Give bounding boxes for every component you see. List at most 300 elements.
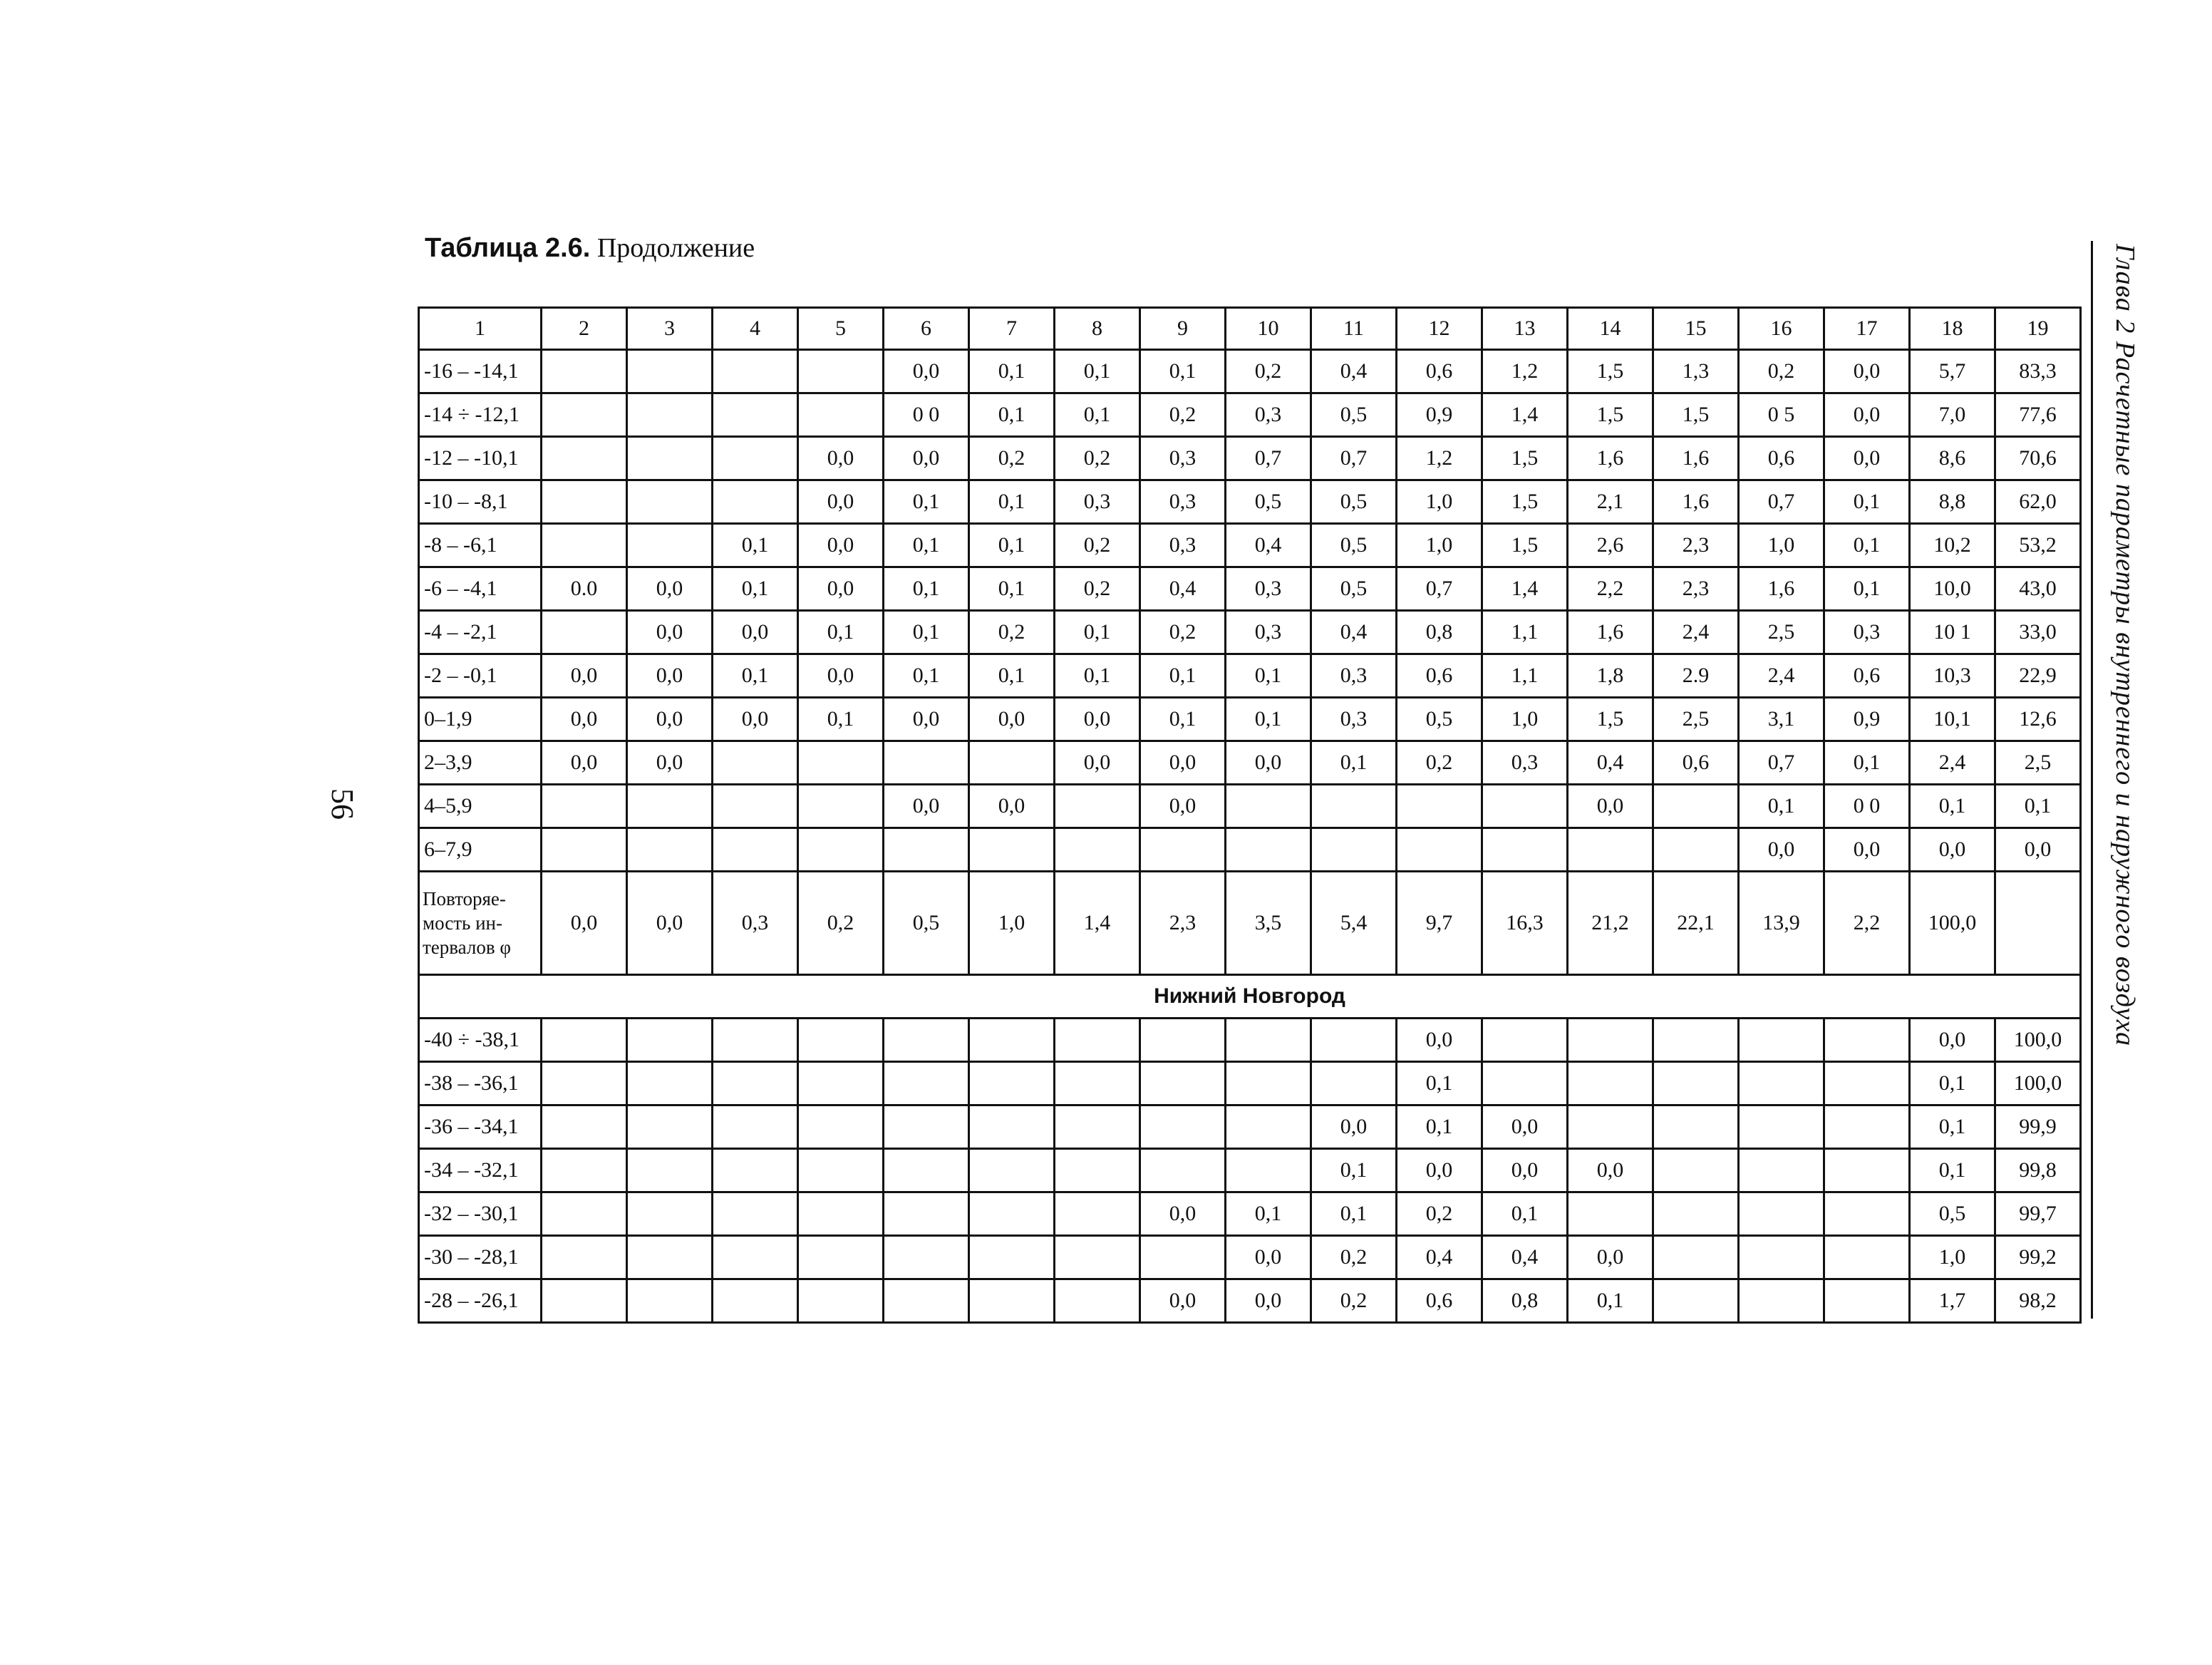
table-cell: 0,3 <box>1140 480 1226 524</box>
table-cell: 8,8 <box>1910 480 1995 524</box>
table-caption-text: Продолжение <box>596 233 755 263</box>
table-cell <box>798 1192 884 1236</box>
table-cell <box>1482 1019 1568 1062</box>
table-cell: 0,1 <box>1739 785 1824 828</box>
table-cell: 2,1 <box>1568 480 1653 524</box>
table-cell <box>1739 1105 1824 1149</box>
row-label-cell: -34 – -32,1 <box>419 1149 542 1192</box>
table-cell <box>969 1105 1055 1149</box>
table-cell: 43,0 <box>1995 567 2081 611</box>
table-cell <box>1653 1019 1739 1062</box>
data-table <box>418 306 2082 1324</box>
table-cell: 0,0 <box>1824 437 1910 480</box>
table-cell <box>1311 785 1397 828</box>
table-cell <box>542 1279 627 1323</box>
table-cell: 0,1 <box>1311 741 1397 785</box>
table-cell: 2,5 <box>1739 611 1824 654</box>
table-cell: 0,0 <box>969 698 1055 741</box>
row-label-cell: 4–5,9 <box>419 785 542 828</box>
table-cell: 0,4 <box>1397 1236 1482 1279</box>
row-label-cell: 1 <box>419 308 542 350</box>
row-label-cell: -30 – -28,1 <box>419 1236 542 1279</box>
table-cell <box>713 350 798 393</box>
table-cell: 22,9 <box>1995 654 2081 698</box>
table-cell: 1,0 <box>1397 524 1482 567</box>
table-cell: 0,0 <box>713 611 798 654</box>
table-cell <box>627 1149 713 1192</box>
table-cell: 0,0 <box>1568 1149 1653 1192</box>
table-cell <box>969 1236 1055 1279</box>
table-cell: 0,1 <box>1055 350 1140 393</box>
row-label-cell: -14 ÷ -12,1 <box>419 393 542 437</box>
table-cell: 0,1 <box>1824 524 1910 567</box>
table-cell <box>969 741 1055 785</box>
running-head: Глава 2 Расчетные параметры внутреннего и наружного воздуха <box>2110 244 2140 1047</box>
table-cell: 0,0 <box>1140 1192 1226 1236</box>
table-cell <box>627 1192 713 1236</box>
table-cell: 5,4 <box>1311 872 1397 975</box>
table-cell: 0,0 <box>627 741 713 785</box>
table-cell: 0,0 <box>1482 1149 1568 1192</box>
table-cell: 10,0 <box>1910 567 1995 611</box>
table-cell <box>542 437 627 480</box>
table-cell <box>627 828 713 872</box>
table-cell <box>1140 828 1226 872</box>
table-cell: 0,4 <box>1482 1236 1568 1279</box>
table-cell <box>1140 1062 1226 1105</box>
table-cell: 0,1 <box>1311 1149 1397 1192</box>
table-cell: 70,6 <box>1995 437 2081 480</box>
table-cell <box>1482 785 1568 828</box>
table-cell: 0,2 <box>1311 1236 1397 1279</box>
table-cell: 99,9 <box>1995 1105 2081 1149</box>
table-cell: 0,0 <box>884 437 969 480</box>
table-cell: 0,1 <box>1397 1062 1482 1105</box>
table-cell <box>1739 1062 1824 1105</box>
table-cell: 0,0 <box>542 654 627 698</box>
table-cell: 0,0 <box>542 741 627 785</box>
table-cell: 77,6 <box>1995 393 2081 437</box>
table-cell: 1,5 <box>1482 437 1568 480</box>
table-cell: 0,7 <box>1311 437 1397 480</box>
table-cell <box>884 741 969 785</box>
table-cell <box>884 1019 969 1062</box>
table-cell: 0,0 <box>1311 1105 1397 1149</box>
table-cell: 0,0 <box>1824 350 1910 393</box>
table-cell: 0,0 <box>798 654 884 698</box>
table-cell <box>1140 1019 1226 1062</box>
header-row <box>419 308 2081 350</box>
table-cell: 1,1 <box>1482 654 1568 698</box>
table-cell: 0,2 <box>1055 567 1140 611</box>
section-row <box>419 975 2081 1019</box>
table-cell <box>969 1149 1055 1192</box>
table-cell <box>798 785 884 828</box>
table-cell: 0,3 <box>1226 393 1311 437</box>
table-cell: 0,0 <box>627 567 713 611</box>
table-cell: 1,5 <box>1568 698 1653 741</box>
table-cell <box>713 741 798 785</box>
table-cell <box>713 1149 798 1192</box>
table-cell <box>627 524 713 567</box>
table-cell: 0,5 <box>1311 567 1397 611</box>
table-cell <box>713 1279 798 1323</box>
table-cell <box>542 1019 627 1062</box>
table-cell: 1,6 <box>1568 437 1653 480</box>
table-cell: 13,9 <box>1739 872 1824 975</box>
table-cell <box>542 785 627 828</box>
table-cell: 14 <box>1568 308 1653 350</box>
table-cell <box>1568 1105 1653 1149</box>
table-cell: 0,1 <box>1482 1192 1568 1236</box>
table-cell: 0,5 <box>884 872 969 975</box>
table-cell: 100,0 <box>1995 1019 2081 1062</box>
table-cell: 3,1 <box>1739 698 1824 741</box>
table-cell: 0,1 <box>713 654 798 698</box>
table-cell: 0,7 <box>1739 480 1824 524</box>
table-cell <box>1824 1062 1910 1105</box>
table-cell <box>542 1236 627 1279</box>
table-cell <box>1824 1279 1910 1323</box>
table-cell: 0,0 <box>1055 741 1140 785</box>
table-cell: 2,6 <box>1568 524 1653 567</box>
table-cell: 0 0 <box>1824 785 1910 828</box>
table-cell: 1,2 <box>1482 350 1568 393</box>
table-cell <box>969 828 1055 872</box>
table-cell <box>627 1105 713 1149</box>
table-cell: 1,3 <box>1653 350 1739 393</box>
table-cell <box>1653 828 1739 872</box>
table-cell <box>713 393 798 437</box>
table-cell <box>713 1192 798 1236</box>
table-cell <box>1739 1149 1824 1192</box>
table-cell: 0,5 <box>1910 1192 1995 1236</box>
table-cell: 1,5 <box>1653 393 1739 437</box>
table-cell <box>1311 1019 1397 1062</box>
table-cell: 9 <box>1140 308 1226 350</box>
table-cell: 16 <box>1739 308 1824 350</box>
table-cell: 0,3 <box>1311 654 1397 698</box>
table-cell: 16,3 <box>1482 872 1568 975</box>
table-cell <box>1653 1279 1739 1323</box>
table-row <box>419 654 2081 698</box>
table-cell: 1,1 <box>1482 611 1568 654</box>
table-cell: 9,7 <box>1397 872 1482 975</box>
table-cell: 2,2 <box>1568 567 1653 611</box>
table-cell: 0,0 <box>1140 785 1226 828</box>
table-cell: 0,6 <box>1397 350 1482 393</box>
table-cell: 0,4 <box>1568 741 1653 785</box>
table-cell: 0,1 <box>884 567 969 611</box>
table-cell: 0,0 <box>884 350 969 393</box>
table-cell: 100,0 <box>1910 872 1995 975</box>
table-cell: 99,8 <box>1995 1149 2081 1192</box>
table-cell: 0,0 <box>1140 741 1226 785</box>
table-cell: 0,1 <box>1055 393 1140 437</box>
table-cell <box>1568 828 1653 872</box>
table-cell: 19 <box>1995 308 2081 350</box>
table-cell <box>1397 785 1482 828</box>
table-cell: 12 <box>1397 308 1482 350</box>
table-cell: 0,0 <box>1568 785 1653 828</box>
table-cell: 0,0 <box>969 785 1055 828</box>
table-cell <box>713 437 798 480</box>
table-cell <box>1140 1236 1226 1279</box>
table-cell: 0,1 <box>969 480 1055 524</box>
table-cell: 2,4 <box>1653 611 1739 654</box>
table-cell <box>884 1192 969 1236</box>
table-cell: 0,7 <box>1739 741 1824 785</box>
row-label-cell: -4 – -2,1 <box>419 611 542 654</box>
row-label-cell: -10 – -8,1 <box>419 480 542 524</box>
table-cell: 0,5 <box>1311 480 1397 524</box>
table-cell: 0,1 <box>1055 654 1140 698</box>
table-cell: 1,7 <box>1910 1279 1995 1323</box>
table-cell: 2,4 <box>1910 741 1995 785</box>
table-cell: 0,2 <box>969 437 1055 480</box>
table-cell: 1,2 <box>1397 437 1482 480</box>
table-cell: 0,2 <box>1055 437 1140 480</box>
table-cell <box>884 1062 969 1105</box>
table-cell: 0,2 <box>1397 1192 1482 1236</box>
table-cell <box>1226 828 1311 872</box>
table-caption-label: Таблица 2.6. <box>425 233 591 263</box>
table-cell: 0,1 <box>969 524 1055 567</box>
table-cell: 0,9 <box>1397 393 1482 437</box>
table-cell: 0,1 <box>798 611 884 654</box>
table-cell: 10,3 <box>1910 654 1995 698</box>
table-cell: 0,4 <box>1226 524 1311 567</box>
table-cell <box>1482 1062 1568 1105</box>
table-cell: 1,6 <box>1653 480 1739 524</box>
row-label-cell: 2–3,9 <box>419 741 542 785</box>
table-cell: 0,0 <box>884 785 969 828</box>
table-cell: 0,7 <box>1397 567 1482 611</box>
table-cell: 10,2 <box>1910 524 1995 567</box>
table-cell: 0 0 <box>884 393 969 437</box>
table-cell: 10,1 <box>1910 698 1995 741</box>
table-row <box>419 1192 2081 1236</box>
table-cell: 5,7 <box>1910 350 1995 393</box>
table-row <box>419 437 2081 480</box>
table-cell: 15 <box>1653 308 1739 350</box>
table-cell: 6 <box>884 308 969 350</box>
table-cell <box>1055 1105 1140 1149</box>
table-cell <box>1055 1236 1140 1279</box>
table-cell: 17 <box>1824 308 1910 350</box>
table-row <box>419 698 2081 741</box>
table-row <box>419 567 2081 611</box>
table-cell: 0,0 <box>1739 828 1824 872</box>
table-cell: 1,8 <box>1568 654 1653 698</box>
table-cell: 0,2 <box>1397 741 1482 785</box>
table-cell: 1,0 <box>1397 480 1482 524</box>
table-cell <box>627 393 713 437</box>
table-cell <box>1739 1019 1824 1062</box>
table-cell: 1,6 <box>1739 567 1824 611</box>
table-cell: 0,8 <box>1397 611 1482 654</box>
table-cell <box>1055 1019 1140 1062</box>
table-cell: 0,0 <box>1568 1236 1653 1279</box>
table-cell: 22,1 <box>1653 872 1739 975</box>
table-cell <box>1824 1192 1910 1236</box>
table-cell: 0,1 <box>884 654 969 698</box>
table-cell: 0,1 <box>1226 654 1311 698</box>
table-cell: 0,1 <box>884 524 969 567</box>
table-row <box>419 828 2081 872</box>
table-cell <box>713 1062 798 1105</box>
table-cell: 0,1 <box>713 567 798 611</box>
data-table-body <box>419 308 2081 1323</box>
table-cell <box>542 1149 627 1192</box>
table-cell: 0,1 <box>798 698 884 741</box>
table-cell <box>1824 1105 1910 1149</box>
table-cell: 0,0 <box>798 567 884 611</box>
section-title: Нижний Новгород <box>419 975 2081 1019</box>
table-cell: 0,4 <box>1311 611 1397 654</box>
table-cell <box>969 1279 1055 1323</box>
table-cell <box>713 1236 798 1279</box>
table-cell: 1,5 <box>1568 350 1653 393</box>
table-cell <box>1055 785 1140 828</box>
table-cell: 8 <box>1055 308 1140 350</box>
table-cell <box>627 1279 713 1323</box>
table-cell: 0,0 <box>1055 698 1140 741</box>
table-cell <box>969 1062 1055 1105</box>
row-label-cell: -16 – -14,1 <box>419 350 542 393</box>
table-cell: 0,0 <box>798 524 884 567</box>
table-cell: 0,0 <box>798 437 884 480</box>
table-row <box>419 1236 2081 1279</box>
table-cell: 0,0 <box>1397 1149 1482 1192</box>
table-cell: 1,0 <box>1910 1236 1995 1279</box>
table-cell <box>1055 1192 1140 1236</box>
table-cell: 0,1 <box>1226 698 1311 741</box>
table-cell <box>884 1149 969 1192</box>
table-row <box>419 524 2081 567</box>
table-cell <box>1226 1105 1311 1149</box>
table-cell: 7,0 <box>1910 393 1995 437</box>
table-cell <box>798 1236 884 1279</box>
table-row <box>419 611 2081 654</box>
table-cell: 0,5 <box>1311 393 1397 437</box>
table-cell <box>542 1192 627 1236</box>
table-cell <box>1824 1149 1910 1192</box>
table-cell: 3 <box>627 308 713 350</box>
table-cell: 0,2 <box>798 872 884 975</box>
page-number: 56 <box>325 788 360 820</box>
row-label-cell: 0–1,9 <box>419 698 542 741</box>
table-cell: 0,0 <box>1824 393 1910 437</box>
table-cell <box>713 785 798 828</box>
table-cell <box>1311 828 1397 872</box>
table-cell <box>542 480 627 524</box>
table-cell <box>798 393 884 437</box>
table-cell <box>1055 1149 1140 1192</box>
table-cell: 0,1 <box>1055 611 1140 654</box>
table-row <box>419 1279 2081 1323</box>
table-cell: 11 <box>1311 308 1397 350</box>
table-cell <box>884 1279 969 1323</box>
table-cell <box>1653 785 1739 828</box>
table-cell: 0,0 <box>627 611 713 654</box>
table-cell: 1,0 <box>969 872 1055 975</box>
table-cell: 0,1 <box>713 524 798 567</box>
table-cell <box>542 1105 627 1149</box>
table-cell: 2,3 <box>1653 524 1739 567</box>
table-cell <box>798 1105 884 1149</box>
table-cell <box>1739 1236 1824 1279</box>
table-cell: 0,1 <box>1226 1192 1311 1236</box>
table-cell: 1,6 <box>1653 437 1739 480</box>
table-cell: 0,0 <box>1226 1236 1311 1279</box>
table-cell: 0,3 <box>1055 480 1140 524</box>
table-cell <box>798 741 884 785</box>
table-cell: 0,1 <box>1910 1062 1995 1105</box>
table-row <box>419 1019 2081 1062</box>
table-cell <box>713 828 798 872</box>
table-cell: 0,1 <box>1568 1279 1653 1323</box>
table-cell <box>1226 1062 1311 1105</box>
table-cell: 0,3 <box>1226 611 1311 654</box>
table-cell <box>1568 1062 1653 1105</box>
table-row <box>419 480 2081 524</box>
table-cell: 1,5 <box>1482 524 1568 567</box>
table-cell: 0,6 <box>1824 654 1910 698</box>
table-row <box>419 1062 2081 1105</box>
table-cell: 0,3 <box>1824 611 1910 654</box>
table-cell <box>1055 828 1140 872</box>
table-cell: 33,0 <box>1995 611 2081 654</box>
table-cell <box>884 1236 969 1279</box>
table-cell: 10 <box>1226 308 1311 350</box>
table-cell: 0,0 <box>1226 741 1311 785</box>
table-cell <box>1653 1062 1739 1105</box>
table-cell: 0,1 <box>1910 785 1995 828</box>
table-cell: 0,0 <box>1910 1019 1995 1062</box>
table-cell <box>1824 1236 1910 1279</box>
table-cell <box>1311 1062 1397 1105</box>
row-label-cell: -40 ÷ -38,1 <box>419 1019 542 1062</box>
table-cell: 0,3 <box>1140 437 1226 480</box>
table-cell: 0,0 <box>1397 1019 1482 1062</box>
row-label-cell: -32 – -30,1 <box>419 1192 542 1236</box>
table-cell <box>798 1279 884 1323</box>
table-row <box>419 350 2081 393</box>
table-cell: 2,3 <box>1140 872 1226 975</box>
table-cell: 1,6 <box>1568 611 1653 654</box>
table-cell: 2,5 <box>1653 698 1739 741</box>
table-cell: 1,4 <box>1482 393 1568 437</box>
table-cell: 0,1 <box>969 350 1055 393</box>
table-cell <box>713 1105 798 1149</box>
table-cell: 0,3 <box>1226 567 1311 611</box>
table-cell <box>1824 1019 1910 1062</box>
table-cell: 13 <box>1482 308 1568 350</box>
row-label-cell: -38 – -36,1 <box>419 1062 542 1105</box>
table-cell: 0,2 <box>1226 350 1311 393</box>
table-cell: 0,2 <box>1311 1279 1397 1323</box>
table-cell <box>627 1062 713 1105</box>
table-cell: 0 5 <box>1739 393 1824 437</box>
table-cell: 100,0 <box>1995 1062 2081 1105</box>
table-cell: 21,2 <box>1568 872 1653 975</box>
table-cell: 0,1 <box>1140 654 1226 698</box>
table-cell: 0,6 <box>1653 741 1739 785</box>
table-cell: 0,2 <box>1140 393 1226 437</box>
table-cell: 0,1 <box>1910 1149 1995 1192</box>
table-cell <box>542 611 627 654</box>
